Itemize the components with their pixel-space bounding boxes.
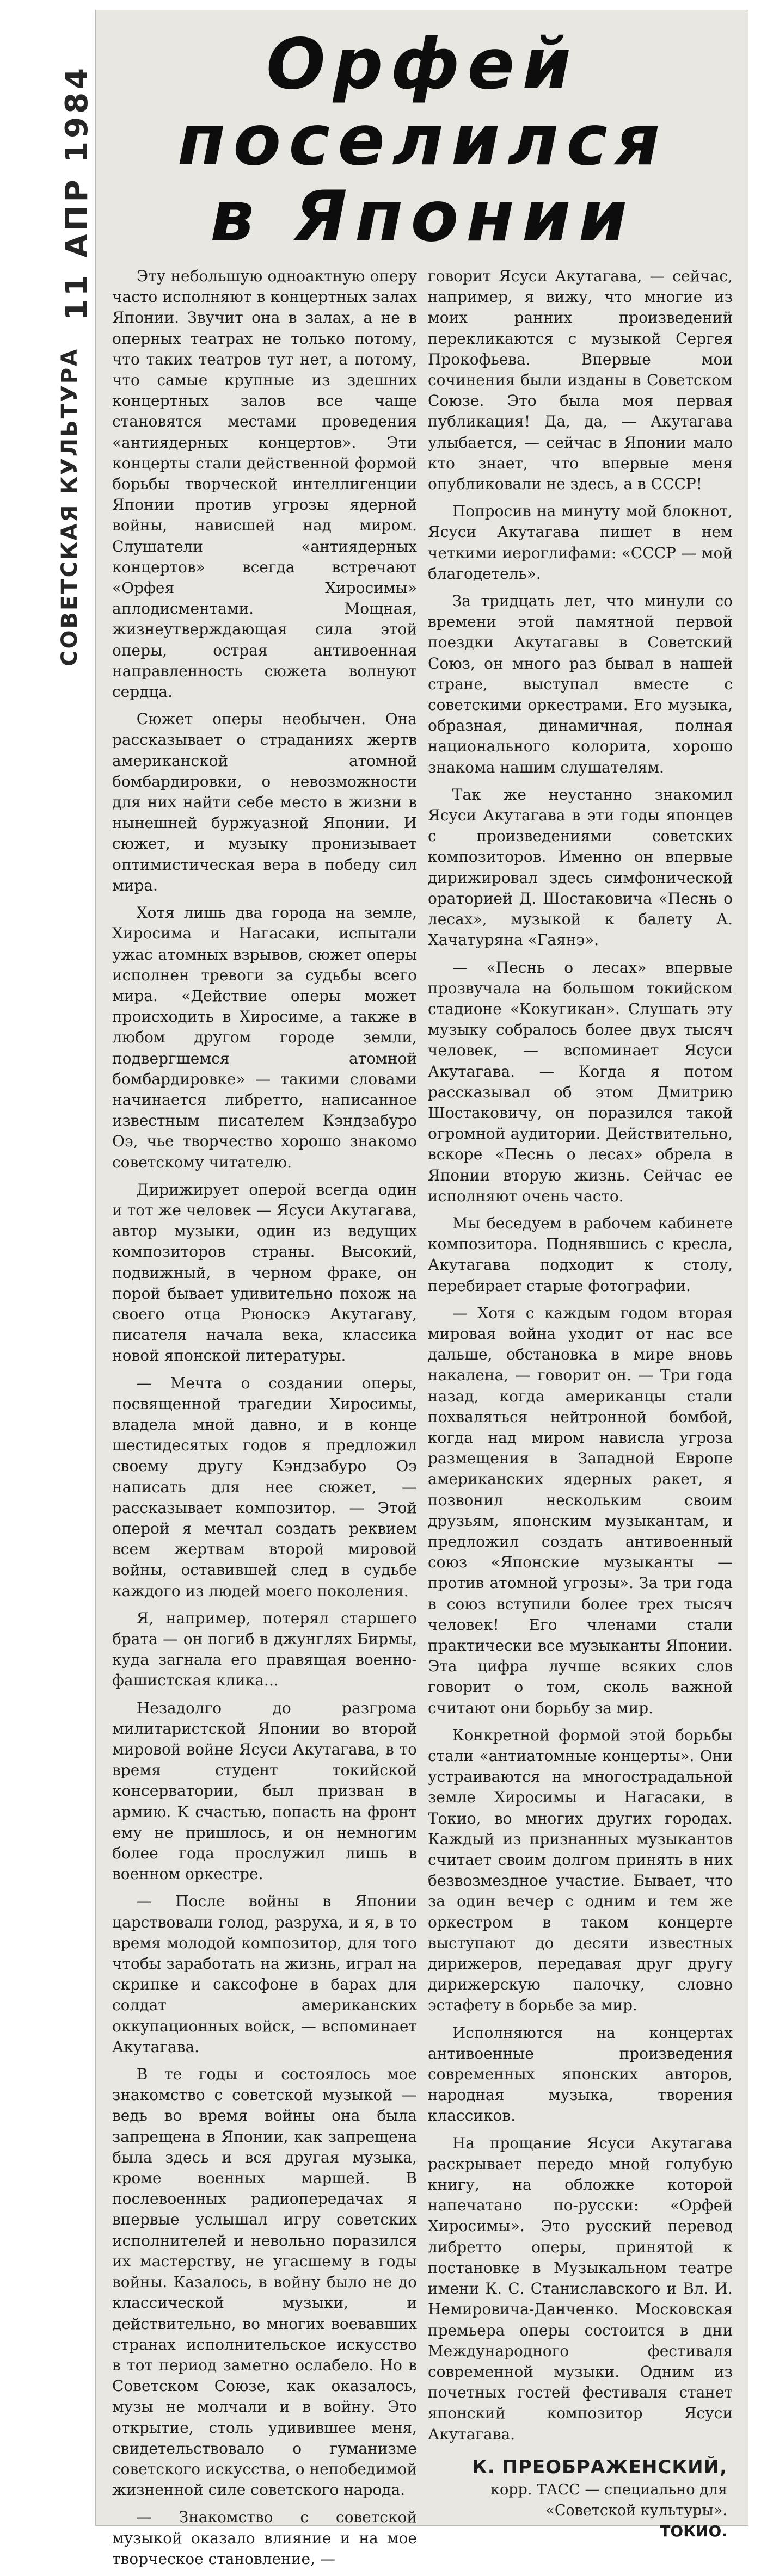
paragraph: — Мечта о создании оперы, посвященной трагедии Хиросимы, владела мной давно, и в конце шестидесятых годов я предложил своему другу Кэндзабуро Оэ написать для нее сюжет, — рассказывает композитор. — Этой оперой я мечтал создать реквием всем жертвам второй мировой войны, оставившей след в судьбе каждого из людей моего поколения. — [112, 1374, 417, 1600]
paragraph: Я, например, потерял старшего брата — он погиб в джунглях Бирмы, куда загнала его правящая военно-фашистская клика... — [112, 1609, 417, 1690]
paragraph: Дирижирует оперой всегда один и тот же человек — Ясуси Акутагава, автор музыки, один из ведущих композиторов страны. Высокий, подвижный, в черном фраке, он порой бывает удивительно похож на своего отца Рюноскэ Акутагаву, писателя начала века, классика новой японской литературы. — [112, 1180, 417, 1365]
paragraph: Мы беседуем в рабочем кабинете композитора. Поднявшись с кресла, Акутагава подходит к столу, перебирает старые фотографии. — [428, 1214, 733, 1295]
paragraph: Эту небольшую одноактную оперу часто исполняют в концертных залах Японии. Звучит она в залах, а не в оперных театрах не только потому, что таких театров тут нет, а потому, что самые крупные из здешних концертных залов все чаще становятся местами проведения «антиядерных концертов». Эти концерты стали действенной формой борьбы творческой интеллигенции Японии против угрозы ядерной войны, нависшей над миром. Слушатели «антиядерных концертов» всегда встречают «Орфея Хиросимы» аплодисментами. Мощная, жизнеутверждающая сила этой оперы, острая антивоенная направленность сюжета волнуют сердца. — [112, 267, 417, 701]
article-headline — [112, 24, 733, 257]
paragraph: Незадолго до разгрома милитаристской Японии во второй мировой войне Ясуси Акутагава, в то время студент токийской консерватории, был призван в армию. К счастью, попасть на фронт ему не пришлось, и он немногим более года прослужил лишь в военном оркестре. — [112, 1698, 417, 1883]
author-name: К. ПРЕОБРАЖЕНСКИЙ, — [471, 2456, 727, 2478]
paragraph: — «Песнь о лесах» впервые прозвучала на большом токийском стадионе «Кокугикан». Слушать эту музыку собралось более двух тысяч человек, — вспоминает Ясуси Акутагава. — Когда я потом рассказывал об этом Дмитрию Шостаковичу, он поразился такой огромной аудитории. Действительно, вскоре «Песнь о лесах» обрела в Японии вторую жизнь. Сейчас ее исполняют очень часто. — [428, 958, 733, 1205]
newspaper-clipping — [57, 10, 748, 2568]
headline-line-1: Орфей — [266, 24, 579, 105]
dateline-city: ТОКИО. — [660, 2522, 727, 2540]
paragraph: На прощание Ясуси Акутагава раскрывает передо мной голубую книгу, на обложке которой напечатано по-русски: «Орфей Хиросимы». Это русский перевод либретто оперы, принятой к постановке в Музыкальном театре имени К. С. Станиславского и Вл. И. Немировича-Данченко. Московская премьера оперы состоится в дни Международного фестиваля современной музыки. Одним из почетных гостей фестиваля станет японский композитор Ясуси Акутагава. — [428, 2134, 733, 2443]
paragraph: — Знакомство с советской музыкой оказало влияние и на мое творческое становление, — — [112, 2508, 417, 2568]
headline-line-3: в Японии — [210, 176, 635, 257]
paragraph: — Хотя с каждым годом вторая мировая война уходит от нас все дальше, обстановка в мире вновь накалена, — говорит он. — Три года назад, когда американцы стали похваляться нейтронной бомбой, когда над миром нависла угроза размещения в Западной Европе американских ядерных ракет, я позвонил нескольким своим друзьям, японским музыкантам, и предложил создать антивоенный союз «Японские музыканты — против атомной угрозы». За три года в союз вступили более трех тысяч человек! Его членами стали практически все музыканты Японии. Эта цифра лучше всяких слов говорит о том, сколь важной считают они борьбу за мир. — [428, 1304, 733, 1717]
author-role: корр. ТАСС — специально для «Советской культуры». — [490, 2481, 727, 2519]
headline-line-2: поселился — [177, 100, 668, 181]
paragraph: — После войны в Японии царствовали голод, разруха, и я, в то время молодой композитор, для того чтобы заработать на жизнь, играл на скрипке и саксофоне в барах для солдат американских оккупационных войск, — вспоминает Акутагава. — [112, 1892, 417, 2056]
paragraph: За тридцать лет, что минули со времени этой памятной первой поездки Акутагавы в Советский Союз, он много раз бывал в нашей стране, выступал вместе с советскими оркестрами. Его музыка, образная, динамичная, полная национального колорита, хорошо знакома нашим слушателям. — [428, 592, 733, 776]
article-column-right — [428, 266, 733, 2542]
paragraph: Хотя лишь два города на земле, Хиросима и Нагасаки, испытали ужас атомных взрывов, сюжет оперы исполнен тревоги за судьбы всего мира. «Действие оперы может происходить в Хиросиме, а также в любом другом городе земли, подвергшемся атомной бомбардировке» — такими словами начинается либретто, написанное известным писателем Кэндзабуро Оэ, чье творчество хорошо знакомо советскому читателю. — [112, 904, 417, 1171]
paragraph: Так же неустанно знакомил Ясуси Акутагава в эти годы японцев с произведениями советских композиторов. Именно он впервые дирижировал здесь симфонической ораторией Д. Шостаковича «Песнь о лесах», музыкой к балету А. Хачатуряна «Гаянэ». — [428, 785, 733, 949]
paragraph-continued: говорит Ясуси Акутагава, — сейчас, например, я вижу, что многие из моих ранних произведений перекликаются с музыкой Сергея Прокофьева. Впервые мои сочинения были изданы в Советском Союзе. Это была моя первая публикация! Да, да, — Акутагава улыбается, — сейчас в Японии мало кто знает, что впервые меня опубликовали не здесь, а в СССР! — [428, 267, 733, 493]
paragraph: Сюжет оперы необычен. Она рассказывает о страданиях жертв американской атомной бомбардировки, о невозможности для них найти себе место в жизни в нынешней буржуазной Японии. И сюжет, и музыку пронизывает оптимистическая вера в победу сил мира. — [112, 710, 417, 894]
stamp-date: 11 АПР 1984 — [59, 65, 95, 321]
article-column-left — [112, 266, 417, 2576]
paragraph: Конкретной формой этой борьбы стали «антиатомные концерты». Они устраиваются на многострадальной земле Хиросимы и Нагасаки, в Токио, во многих других городах. Каждый из признанных музыкантов считает своим долгом принять в них безвозмездное участие. Бывает, что за один вечер с одним и тем же оркестром в таком концерте выступают до десяти известных дирижеров, передавая друг другу дирижерскую палочку, словно эстафету в борьбе за мир. — [428, 1726, 733, 2015]
paragraph: Исполняются на концертах антивоенные произведения современных японских авторов, народная музыка, творения классиков. — [428, 2023, 733, 2125]
paragraph: В те годы и состоялось мое знакомство с советской музыкой — ведь во время войны она была запрещена в Японии, как запрещена была здесь и вся другая музыка, кроме военных маршей. В послевоенных радиопередачах я впервые услышал игру советских исполнителей и невольно поразился их мастерству, не угасшему в годы войны. Казалось, в войну было не до классической музыки, и действительно, во многих воевавших странах исполнительское искусство в тот период заметно ослабело. Но в Советском Союзе, как оказалось, музы не молчали и в войну. Это открытие, столь удивившее меня, свидетельствовало о гуманизме советского искусства, о непобедимой жизненной силе советского народа. — [112, 2065, 417, 2499]
stamp-newspaper-name: СОВЕТСКАЯ КУЛЬТУРА — [57, 348, 82, 666]
author-signature — [428, 2455, 733, 2542]
archive-stamp — [44, 43, 93, 685]
paragraph: Попросив на минуту мой блокнот, Ясуси Акутагава пишет в нем четкими иероглифами: «СССР — мой благодетель». — [428, 502, 733, 583]
